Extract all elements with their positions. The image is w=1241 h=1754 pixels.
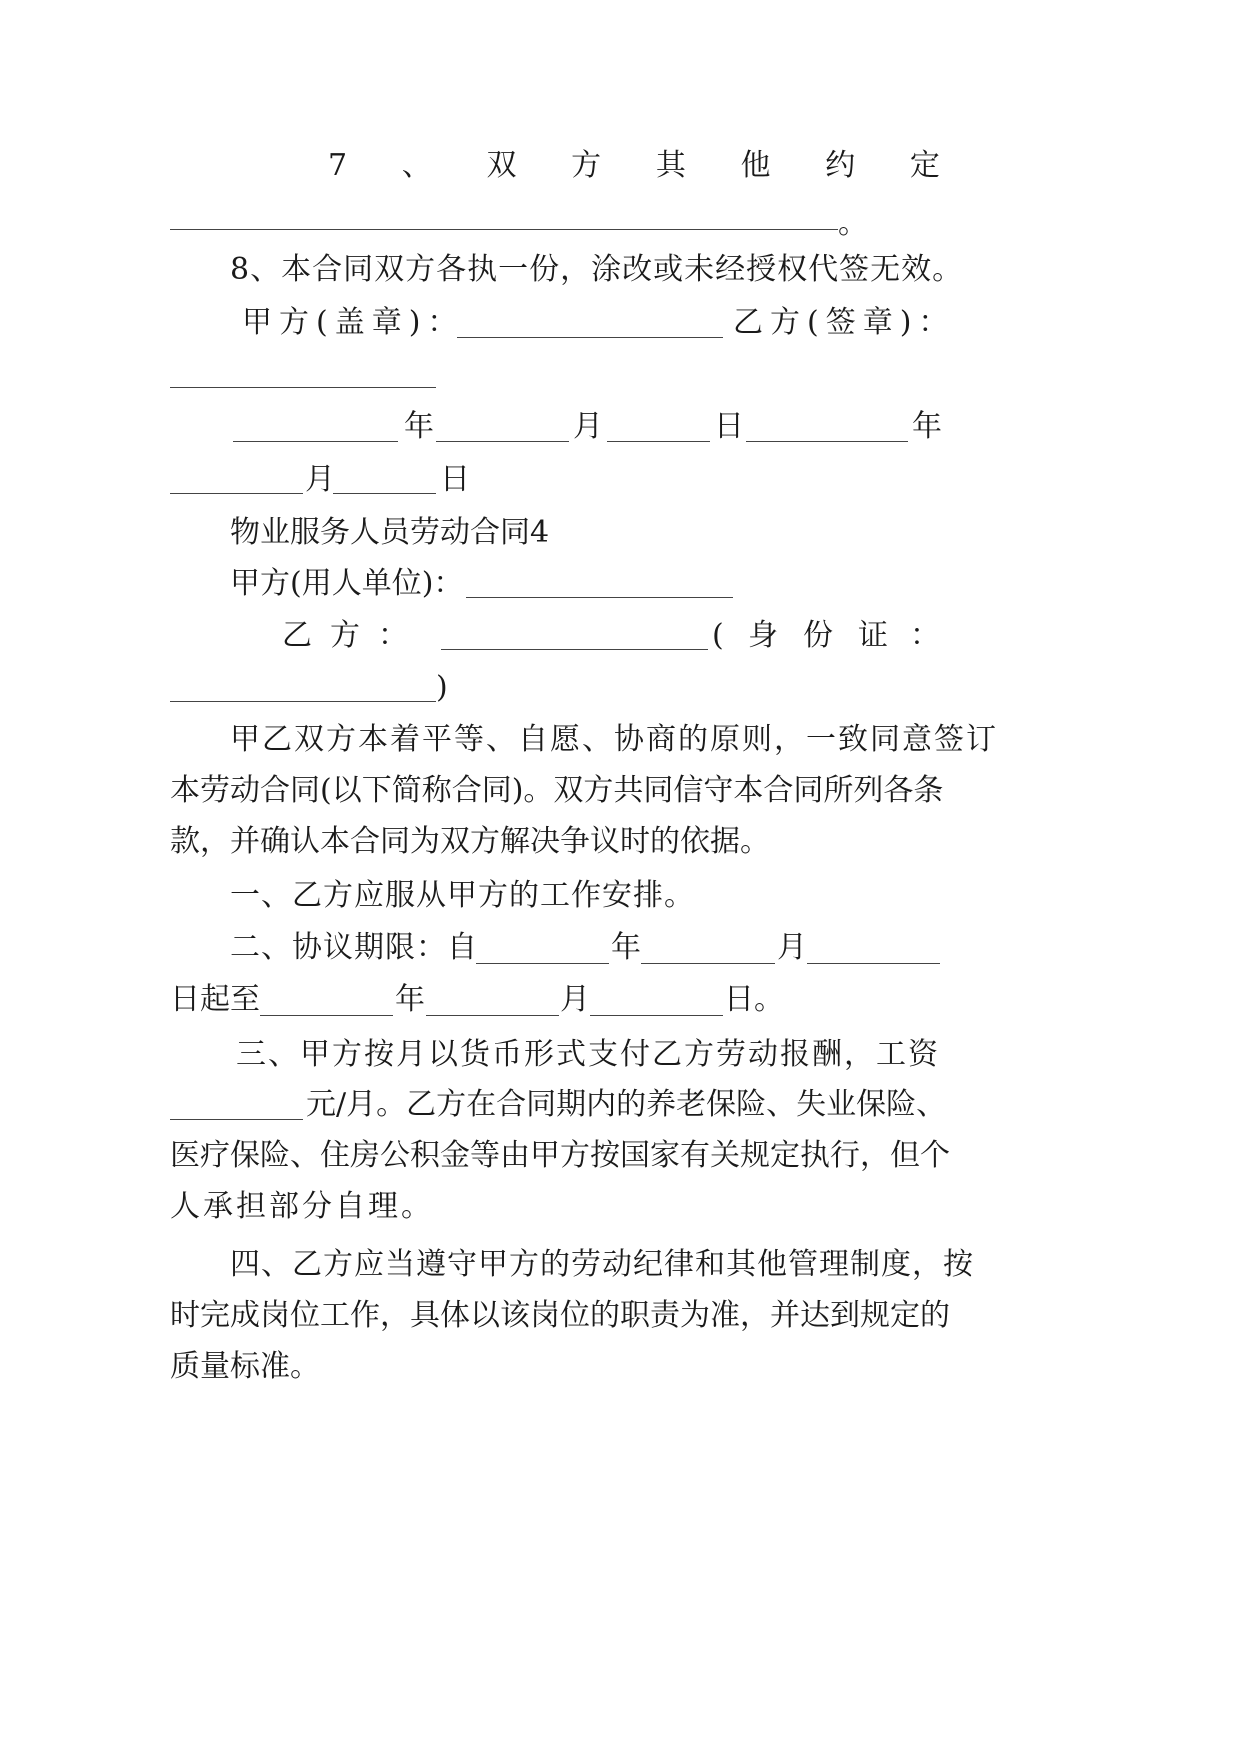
clause-7-number: 7 <box>328 148 348 183</box>
clause-7-char: 其 <box>655 148 686 183</box>
item-2-prefix: 二、协议期限：自 <box>230 930 478 965</box>
item-2-year2-blank <box>260 1014 393 1016</box>
item-2-day2-blank <box>590 1014 723 1016</box>
item-4-line: 质量标准。 <box>170 1349 320 1384</box>
party-b-paren-close: ) <box>436 670 448 705</box>
intro-line: 甲乙双方本着平等、自愿、协商的原则，一致同意签订 <box>230 722 998 757</box>
clause-7-period: 。 <box>838 206 868 241</box>
party-a-blank <box>466 596 733 598</box>
party-b-name-blank <box>441 648 708 650</box>
date-month-label-b: 月 <box>305 462 335 497</box>
item-3-line: 人承担部分自理。 <box>170 1189 434 1224</box>
date-year-label: 年 <box>404 409 434 444</box>
signature-party-a-blank <box>457 336 723 338</box>
clause-7-char: 双 <box>486 148 517 183</box>
party-b-paren-open: ( <box>712 618 724 653</box>
item-2-day-blank <box>807 962 940 964</box>
date-day-label-b: 日 <box>440 462 470 497</box>
item-2-year2-label: 年 <box>395 982 425 1017</box>
item-3-line: 三、甲方按月以货币形式支付乙方劳动报酬，工资 <box>236 1037 940 1072</box>
date-day-blank <box>607 440 710 442</box>
party-b-id-colon: ： <box>910 618 940 653</box>
item-2-line2-start: 日起至 <box>170 982 260 1017</box>
clause-7-blank-line <box>170 228 838 230</box>
party-b-id-char: 身 <box>748 618 778 653</box>
date-month-blank-b <box>170 492 303 494</box>
date-month-blank <box>436 440 569 442</box>
signature-party-b-blank <box>170 386 436 388</box>
date-day-label: 日 <box>714 409 744 444</box>
item-2-month-blank <box>641 962 775 964</box>
signature-party-b-label: 乙方(签章)： <box>733 305 956 340</box>
clause-7-char: 约 <box>825 148 856 183</box>
clause-8: 8、本合同双方各执一份，涂改或未经授权代签无效。 <box>230 252 964 287</box>
clause-7-char: 方 <box>571 148 602 183</box>
party-b-char: 方 <box>330 618 360 653</box>
party-b-id-char: 份 <box>803 618 833 653</box>
party-b-id-blank <box>170 700 436 702</box>
item-1: 一、乙方应服从甲方的工作安排。 <box>230 878 695 913</box>
signature-party-a-label: 甲方(盖章)： <box>242 305 465 340</box>
party-b-id-char: 证 <box>858 618 888 653</box>
item-3-line: 元/月。乙方在合同期内的养老保险、失业保险、 <box>306 1087 947 1122</box>
date-year-blank-b <box>746 440 908 442</box>
item-3-salary-blank <box>170 1118 303 1120</box>
item-3-line: 医疗保险、住房公积金等由甲方按国家有关规定执行，但个 <box>170 1138 950 1173</box>
item-2-year-label: 年 <box>611 930 641 965</box>
date-year-label-b: 年 <box>912 409 942 444</box>
party-b-char: 乙 <box>282 618 312 653</box>
clause-7-char: 定 <box>909 148 940 183</box>
party-a-label: 甲方(用人单位)： <box>230 566 464 601</box>
clause-7-heading <box>328 146 940 186</box>
clause-7-char: 他 <box>740 148 771 183</box>
item-2-month2-blank <box>426 1014 559 1016</box>
clause-7-separator: 、 <box>401 148 432 183</box>
party-b-colon: ： <box>378 618 408 653</box>
intro-line: 本劳动合同(以下简称合同)。双方共同信守本合同所列各条 <box>170 773 944 808</box>
item-2-year-blank <box>476 962 609 964</box>
date-month-label: 月 <box>573 409 603 444</box>
item-4-line: 时完成岗位工作，具体以该岗位的职责为准，并达到规定的 <box>170 1298 950 1333</box>
item-4-line: 四、乙方应当遵守甲方的劳动纪律和其他管理制度，按 <box>230 1247 974 1282</box>
date-day-blank-b <box>333 492 436 494</box>
intro-line: 款，并确认本合同为双方解决争议时的依据。 <box>170 824 770 859</box>
item-2-end: 日。 <box>724 982 784 1017</box>
date-year-blank <box>233 440 398 442</box>
item-2-month2-label: 月 <box>560 982 590 1017</box>
contract-title: 物业服务人员劳动合同4 <box>230 515 550 550</box>
item-2-month-label: 月 <box>777 930 807 965</box>
